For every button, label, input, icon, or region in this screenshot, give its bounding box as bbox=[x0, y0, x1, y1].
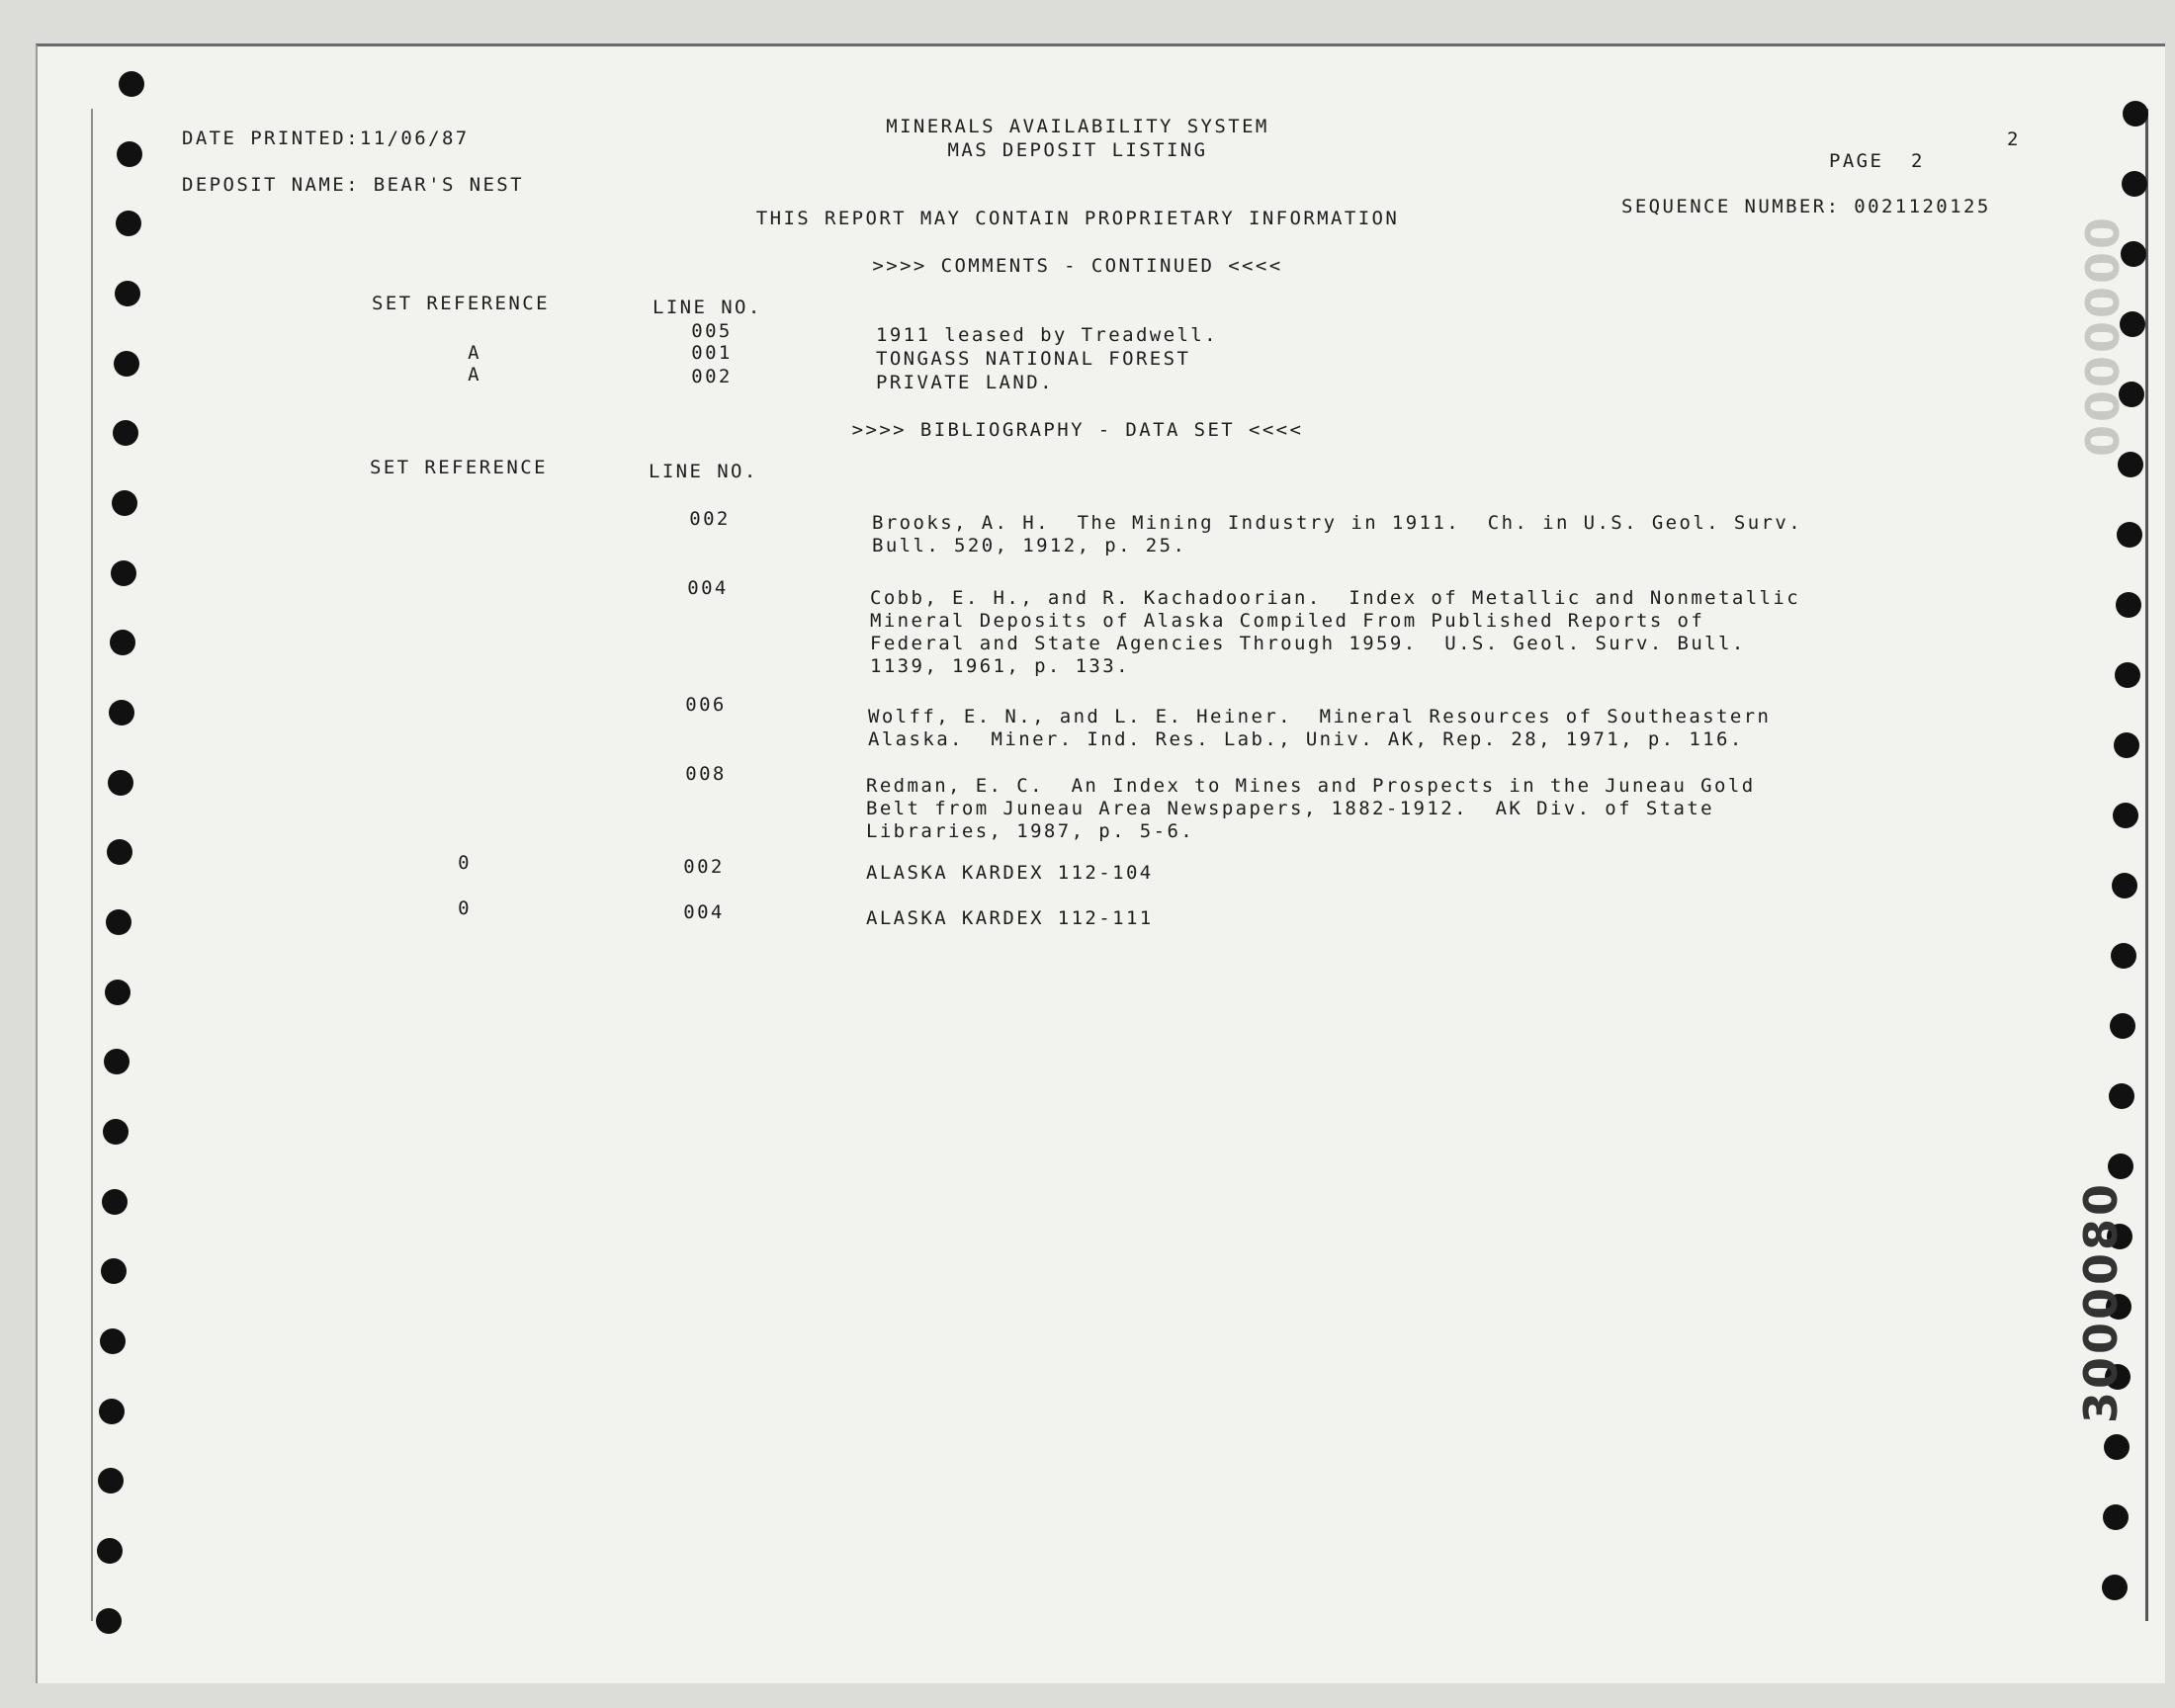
bibliography-line-no: 002 bbox=[689, 508, 731, 530]
feed-hole-right bbox=[2114, 732, 2139, 758]
bibliography-set-ref: 0 bbox=[458, 852, 472, 874]
feed-hole-left bbox=[116, 211, 141, 236]
feed-hole-left bbox=[115, 281, 140, 306]
feed-hole-right bbox=[2111, 943, 2136, 969]
page-number-corner: 2 bbox=[2007, 128, 2021, 150]
listing-title: MAS DEPOSIT LISTING bbox=[947, 139, 1208, 161]
bibliography-entry: Wolff, E. N., and L. E. Heiner. Mineral Resources of Southeastern Alaska. Miner. Ind. Res. Lab., Univ. AK, Rep. 28, 1971, p. 116. bbox=[868, 706, 1772, 750]
system-title: MINERALS AVAILABILITY SYSTEM bbox=[886, 116, 1269, 137]
feed-hole-right bbox=[2116, 592, 2141, 618]
feed-hole-left bbox=[101, 1258, 127, 1284]
feed-hole-right bbox=[2109, 1083, 2134, 1109]
feed-hole-right bbox=[2123, 101, 2148, 127]
bibliography-line-no: 006 bbox=[685, 694, 727, 716]
bibliography-col-line-no: LINE NO. bbox=[649, 461, 758, 482]
comment-line-no: 005 bbox=[691, 320, 733, 342]
proprietary-notice: THIS REPORT MAY CONTAIN PROPRIETARY INFORMATION bbox=[755, 208, 1400, 229]
bibliography-entry: ALASKA KARDEX 112-104 bbox=[866, 862, 1154, 884]
feed-hole-left bbox=[97, 1538, 123, 1564]
bibliography-entry: Brooks, A. H. The Mining Industry in 1911. Ch. in U.S. Geol. Surv. Bull. 520, 1912, p. 25. bbox=[872, 512, 1803, 556]
sheet-stamp-lower: 3000080 bbox=[2074, 1181, 2128, 1424]
feed-hole-left bbox=[117, 141, 142, 167]
comment-text: 1911 leased by Treadwell. bbox=[876, 324, 1218, 346]
bibliography-entry: ALASKA KARDEX 112-111 bbox=[866, 907, 1154, 929]
comments-col-line-no: LINE NO. bbox=[652, 297, 762, 318]
bibliography-entry: Cobb, E. H., and R. Kachadoorian. Index of Metallic and Nonmetallic Mineral Deposits of Alaska Compiled From Published Reports of Federal and State Agencies Through 1959. U.S. Geol. Surv. Bull. 1139, 1961, p. 133. bbox=[870, 587, 1801, 677]
feed-hole-left bbox=[108, 770, 133, 796]
feed-hole-left bbox=[98, 1468, 124, 1494]
feed-hole-left bbox=[111, 560, 136, 586]
feed-hole-left bbox=[105, 980, 130, 1005]
bibliography-line-no: 004 bbox=[683, 901, 725, 923]
comment-line-no: 002 bbox=[691, 366, 733, 387]
comment-text: TONGASS NATIONAL FOREST bbox=[876, 348, 1191, 370]
comments-heading: >>>> COMMENTS - CONTINUED <<<< bbox=[872, 255, 1283, 277]
feed-hole-left bbox=[113, 420, 138, 446]
feed-hole-left bbox=[96, 1608, 122, 1634]
feed-hole-right bbox=[2117, 522, 2142, 548]
bibliography-set-ref: 0 bbox=[458, 897, 472, 919]
feed-hole-right bbox=[2103, 1504, 2129, 1530]
feed-hole-left bbox=[106, 909, 131, 935]
feed-hole-right bbox=[2108, 1153, 2133, 1179]
comment-set-ref: A bbox=[468, 342, 481, 364]
right-margin-rule bbox=[2145, 109, 2148, 1621]
feed-hole-left bbox=[102, 1189, 128, 1215]
feed-hole-left bbox=[103, 1119, 129, 1145]
bibliography-col-set-reference: SET REFERENCE bbox=[370, 457, 548, 478]
feed-hole-right bbox=[2115, 662, 2140, 688]
feed-hole-right bbox=[2112, 873, 2137, 898]
date-printed: DATE PRINTED:11/06/87 bbox=[182, 128, 470, 149]
feed-hole-left bbox=[99, 1399, 125, 1424]
page-label: PAGE 2 bbox=[1829, 150, 1925, 172]
feed-hole-left bbox=[104, 1049, 130, 1074]
feed-hole-left bbox=[112, 490, 137, 516]
comments-col-set-reference: SET REFERENCE bbox=[372, 293, 550, 314]
comment-text: PRIVATE LAND. bbox=[876, 372, 1054, 393]
feed-hole-left bbox=[107, 839, 132, 865]
bibliography-line-no: 002 bbox=[683, 856, 725, 878]
deposit-name: DEPOSIT NAME: BEAR'S NEST bbox=[182, 174, 524, 196]
feed-hole-left bbox=[109, 700, 134, 726]
comment-line-no: 001 bbox=[691, 342, 733, 364]
feed-hole-right bbox=[2110, 1013, 2135, 1039]
bibliography-heading: >>>> BIBLIOGRAPHY - DATA SET <<<< bbox=[851, 419, 1304, 441]
feed-hole-right bbox=[2122, 171, 2147, 197]
feed-hole-right bbox=[2102, 1575, 2128, 1600]
bibliography-line-no: 008 bbox=[685, 763, 727, 785]
feed-hole-left bbox=[100, 1328, 126, 1354]
bibliography-line-no: 004 bbox=[687, 577, 729, 599]
feed-hole-right bbox=[2113, 803, 2138, 828]
feed-hole-left bbox=[119, 71, 144, 97]
feed-hole-left bbox=[110, 630, 135, 655]
sheet-stamp-upper: 0000000 bbox=[2074, 217, 2128, 461]
sequence-number: SEQUENCE NUMBER: 0021120125 bbox=[1621, 196, 1991, 217]
feed-hole-left bbox=[114, 351, 139, 377]
feed-hole-right bbox=[2104, 1434, 2130, 1460]
bibliography-entry: Redman, E. C. An Index to Mines and Prospects in the Juneau Gold Belt from Juneau Area Newspapers, 1882-1912. AK Div. of State Libraries, 1987, p. 5-6. bbox=[866, 775, 1756, 842]
left-margin-rule bbox=[91, 109, 93, 1621]
comment-set-ref: A bbox=[468, 364, 481, 385]
